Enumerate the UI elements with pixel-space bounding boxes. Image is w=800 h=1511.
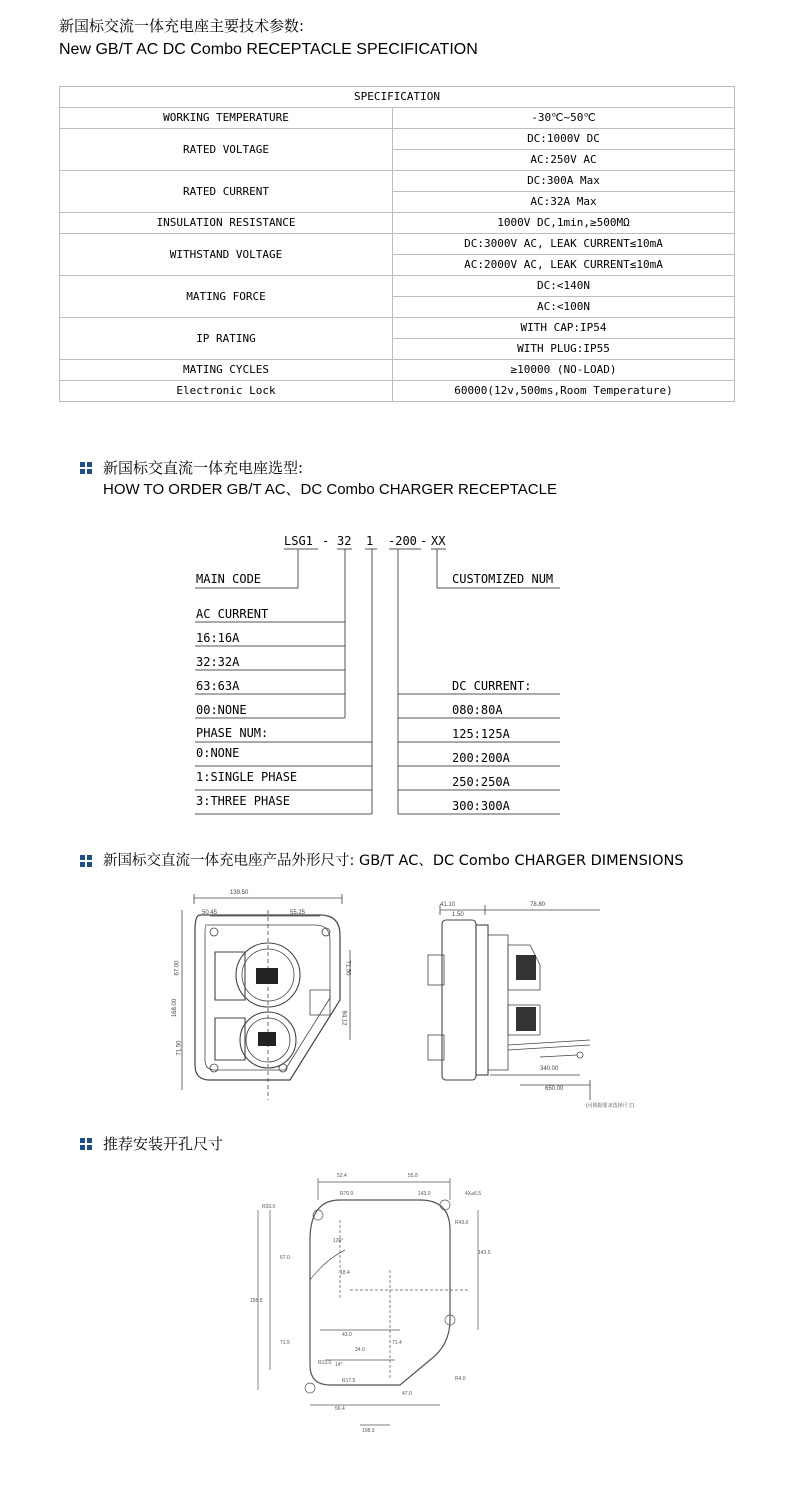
- code-main: LSG1: [284, 534, 313, 548]
- dim-label: 18.4: [340, 1270, 350, 1276]
- row-value: DC:3000V AC, LEAK CURRENT≤10mA: [393, 234, 735, 255]
- dc-current-heading: DC CURRENT:: [452, 679, 532, 693]
- code-phase: 1: [366, 534, 374, 548]
- phase-option: 1:SINGLE PHASE: [196, 770, 298, 784]
- code-dc: -200: [388, 534, 417, 548]
- table-header: SPECIFICATION: [60, 87, 735, 108]
- code-dash: -: [420, 534, 428, 548]
- row-value: AC:32A Max: [393, 192, 735, 213]
- table-header-row: [60, 87, 735, 108]
- row-label: MATING CYCLES: [60, 360, 393, 381]
- table-row: [60, 234, 735, 255]
- phase-option: 3:THREE PHASE: [196, 794, 290, 808]
- ac-current-option: 63:63A: [196, 679, 240, 693]
- dim-label: R70.0: [340, 1191, 354, 1197]
- dim-label: 71.4: [392, 1340, 402, 1346]
- dim-label: 158.5: [250, 1298, 263, 1304]
- phase-heading: PHASE NUM:: [196, 726, 269, 740]
- order-title-cn: 新国标交直流一体充电座选型:: [103, 459, 304, 477]
- row-label: WORKING TEMPERATURE: [60, 108, 393, 129]
- dim-label: 14°: [335, 1362, 343, 1368]
- table-row: [60, 171, 735, 192]
- row-value: DC:300A Max: [393, 171, 735, 192]
- customized-label: CUSTOMIZED NUM: [452, 572, 554, 586]
- row-label: MATING FORCE: [60, 276, 393, 318]
- table-row: [60, 213, 735, 234]
- row-label: RATED CURRENT: [60, 171, 393, 213]
- dimensions-title: 新国标交直流一体充电座产品外形尺寸: GB/T AC、DC Combo CHARGER DIMENSIONS: [103, 853, 684, 869]
- main-code-label: MAIN CODE: [196, 572, 262, 586]
- dim-label: 43.0: [342, 1332, 352, 1338]
- dim-label: 41.10: [440, 902, 456, 908]
- code-dash: -: [322, 534, 330, 548]
- row-label: WITHSTAND VOLTAGE: [60, 234, 393, 276]
- dim-label: 55.8: [408, 1173, 418, 1179]
- bullet-icon: [80, 855, 92, 867]
- row-value: -30℃~50℃: [393, 108, 735, 129]
- ac-current-option: 32:32A: [196, 655, 240, 669]
- dim-label: 52.4: [337, 1173, 347, 1179]
- dim-label: R13.0: [318, 1360, 332, 1366]
- dim-label: 4X⌀6.5: [465, 1191, 482, 1197]
- row-value: WITH PLUG:IP55: [393, 339, 735, 360]
- ac-current-option: 16:16A: [196, 631, 240, 645]
- dim-label: 1.50: [452, 912, 464, 918]
- mounting-cutout-drawing: [250, 1170, 500, 1440]
- table-row: [60, 129, 735, 150]
- dim-label: R43.0: [455, 1220, 469, 1226]
- ac-current-heading: AC CURRENT: [196, 607, 269, 621]
- row-value: ≥10000 (NO-LOAD): [393, 360, 735, 381]
- row-label: Electronic Lock: [60, 381, 393, 402]
- table-row: [60, 318, 735, 339]
- order-title-en: HOW TO ORDER GB/T AC、DC Combo CHARGER RECEPTACLE: [103, 481, 557, 498]
- side-view-drawing: [420, 895, 640, 1110]
- row-value: AC:250V AC: [393, 150, 735, 171]
- dim-label: 55.25: [290, 910, 306, 916]
- mounting-title: 推荐安装开孔尺寸: [103, 1135, 224, 1153]
- dim-label: R33.0: [262, 1204, 276, 1210]
- dc-current-option: 125:125A: [452, 727, 510, 741]
- front-view-drawing: [170, 890, 370, 1105]
- dim-label: 67.00: [174, 960, 181, 976]
- dim-label: 56.4: [335, 1406, 345, 1412]
- dim-label: 71.50: [344, 960, 351, 976]
- dim-label: 67.0: [280, 1255, 290, 1261]
- page-title-en: New GB/T AC DC Combo RECEPTACLE SPECIFICATION: [59, 41, 478, 58]
- code-ac: 32: [337, 534, 352, 548]
- dim-label: R4.0: [455, 1376, 466, 1382]
- dim-label: 139.50: [230, 890, 249, 896]
- dim-label: 71.50: [176, 1040, 183, 1056]
- dim-label: 50.45: [202, 910, 218, 916]
- dim-label: 47.0: [402, 1391, 412, 1397]
- dim-label: 71.5: [280, 1340, 290, 1346]
- dc-current-option: 200:200A: [452, 751, 510, 765]
- dim-label: 143.0: [418, 1191, 431, 1197]
- phase-option: 0:NONE: [196, 746, 240, 760]
- dim-label: 78.80: [530, 902, 546, 908]
- row-value: 1000V DC,1min,≥500MΩ: [393, 213, 735, 234]
- page-title-cn: 新国标交流一体充电座主要技术参数:: [59, 17, 305, 35]
- table-row: [60, 360, 735, 381]
- dim-label: 84.12: [340, 1010, 347, 1026]
- table-row: [60, 276, 735, 297]
- spec-table: [59, 86, 735, 402]
- table-row: [60, 108, 735, 129]
- dim-label: 340.00: [540, 1066, 559, 1072]
- dc-current-option: 300:300A: [452, 799, 510, 813]
- row-value: WITH CAP:IP54: [393, 318, 735, 339]
- row-label: RATED VOLTAGE: [60, 129, 393, 171]
- row-value: AC:2000V AC, LEAK CURRENT≤10mA: [393, 255, 735, 276]
- dim-label: 650.00: [545, 1086, 564, 1092]
- code-custom: XX: [431, 534, 446, 548]
- row-value: 60000(12v,500ms,Room Temperature): [393, 381, 735, 402]
- ac-current-option: 00:NONE: [196, 703, 247, 717]
- order-code-diagram: [0, 520, 800, 820]
- table-row: [60, 381, 735, 402]
- dim-label: 168.00: [172, 998, 179, 1018]
- dim-label: 126°: [333, 1238, 344, 1244]
- dim-label: 108.3: [362, 1428, 375, 1434]
- dc-current-option: 250:250A: [452, 775, 510, 789]
- dc-current-option: 080:80A: [452, 703, 503, 717]
- row-value: AC:<100N: [393, 297, 735, 318]
- bullet-icon: [80, 462, 92, 474]
- dim-label: 143.5: [478, 1250, 491, 1256]
- dim-label: R17.5: [342, 1378, 356, 1384]
- dim-note: (可根据要求选择尺寸): [586, 1103, 635, 1109]
- row-label: INSULATION RESISTANCE: [60, 213, 393, 234]
- row-value: DC:1000V DC: [393, 129, 735, 150]
- row-label: IP RATING: [60, 318, 393, 360]
- bullet-icon: [80, 1138, 92, 1150]
- dim-label: 34.0: [355, 1347, 365, 1353]
- row-value: DC:<140N: [393, 276, 735, 297]
